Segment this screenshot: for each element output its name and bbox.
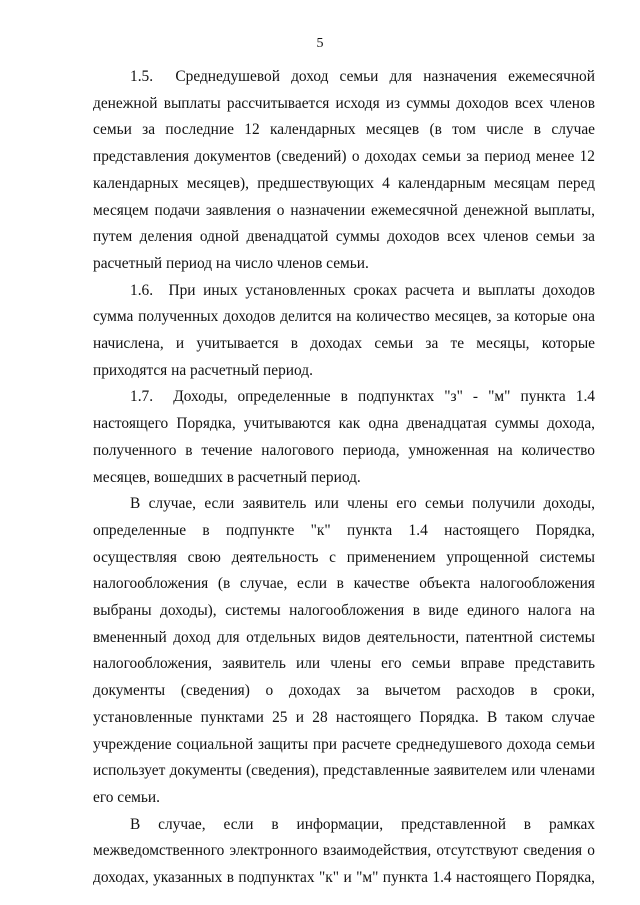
page-number: 5 <box>316 36 324 51</box>
paragraph-interagency-info: В случае, если в информации, представленной в рамках межведомственного электронного взаимодействия, отсутствуют сведения о доходах, указанных в подпунктах "к" и "м" пункта 1.4 настоящего Порядка, <box>93 815 595 887</box>
paragraph-1-6: 1.6. При иных установленных сроках расчета и выплаты доходов сумма полученных доходов делится на количество месяцев, за которые она начислена, и учитывается в доходах семьи за те месяцы, которые приходятся на расчетный период. <box>93 281 595 379</box>
paragraph-1-5: 1.5. Среднедушевой доход семьи для назначения ежемесячной денежной выплаты рассчитывается исходя из суммы доходов всех членов семьи за последние 12 календарных месяцев (в том числе в случае представления документов (сведений) о доходах семьи за период менее 12 календарных месяцев), предшествующих 4 календарным месяцам перед месяцем подачи заявления о назначении ежемесячной денежной выплаты, путем деления одной двенадцатой суммы доходов всех членов семьи за расчетный период на число членов семьи. <box>93 68 595 272</box>
paragraph-1-7: 1.7. Доходы, определенные в подпунктах "з" - "м" пункта 1.4 настоящего Порядка, учитываются как одна двенадцатая суммы дохода, полученного в течение налогового периода, умноженная на количество месяцев, вошедших в расчетный период. <box>93 388 595 486</box>
paragraph-simplified-tax: В случае, если заявитель или члены его семьи получили доходы, определенные в подпункте "к" пункта 1.4 настоящего Порядка, осуществляя свою деятельность с применением упрощенной системы налогообложения (в случае, если в качестве объекта налогообложения выбраны доходы), системы налогообложения в виде единого налога на вмененный доход для отдельных видов деятельности, патентной системы налогообложения, заявитель или члены его семьи вправе представить документы (сведения) о доходах за вычетом расходов в сроки, установленные пунктами 25 и 28 настоящего Порядка. В таком случае учреждение социальной защиты при расчете среднедушевого дохода семьи использует документы (сведения), представленные заявителем или членами его семьи. <box>93 495 595 806</box>
document-body <box>93 64 595 892</box>
